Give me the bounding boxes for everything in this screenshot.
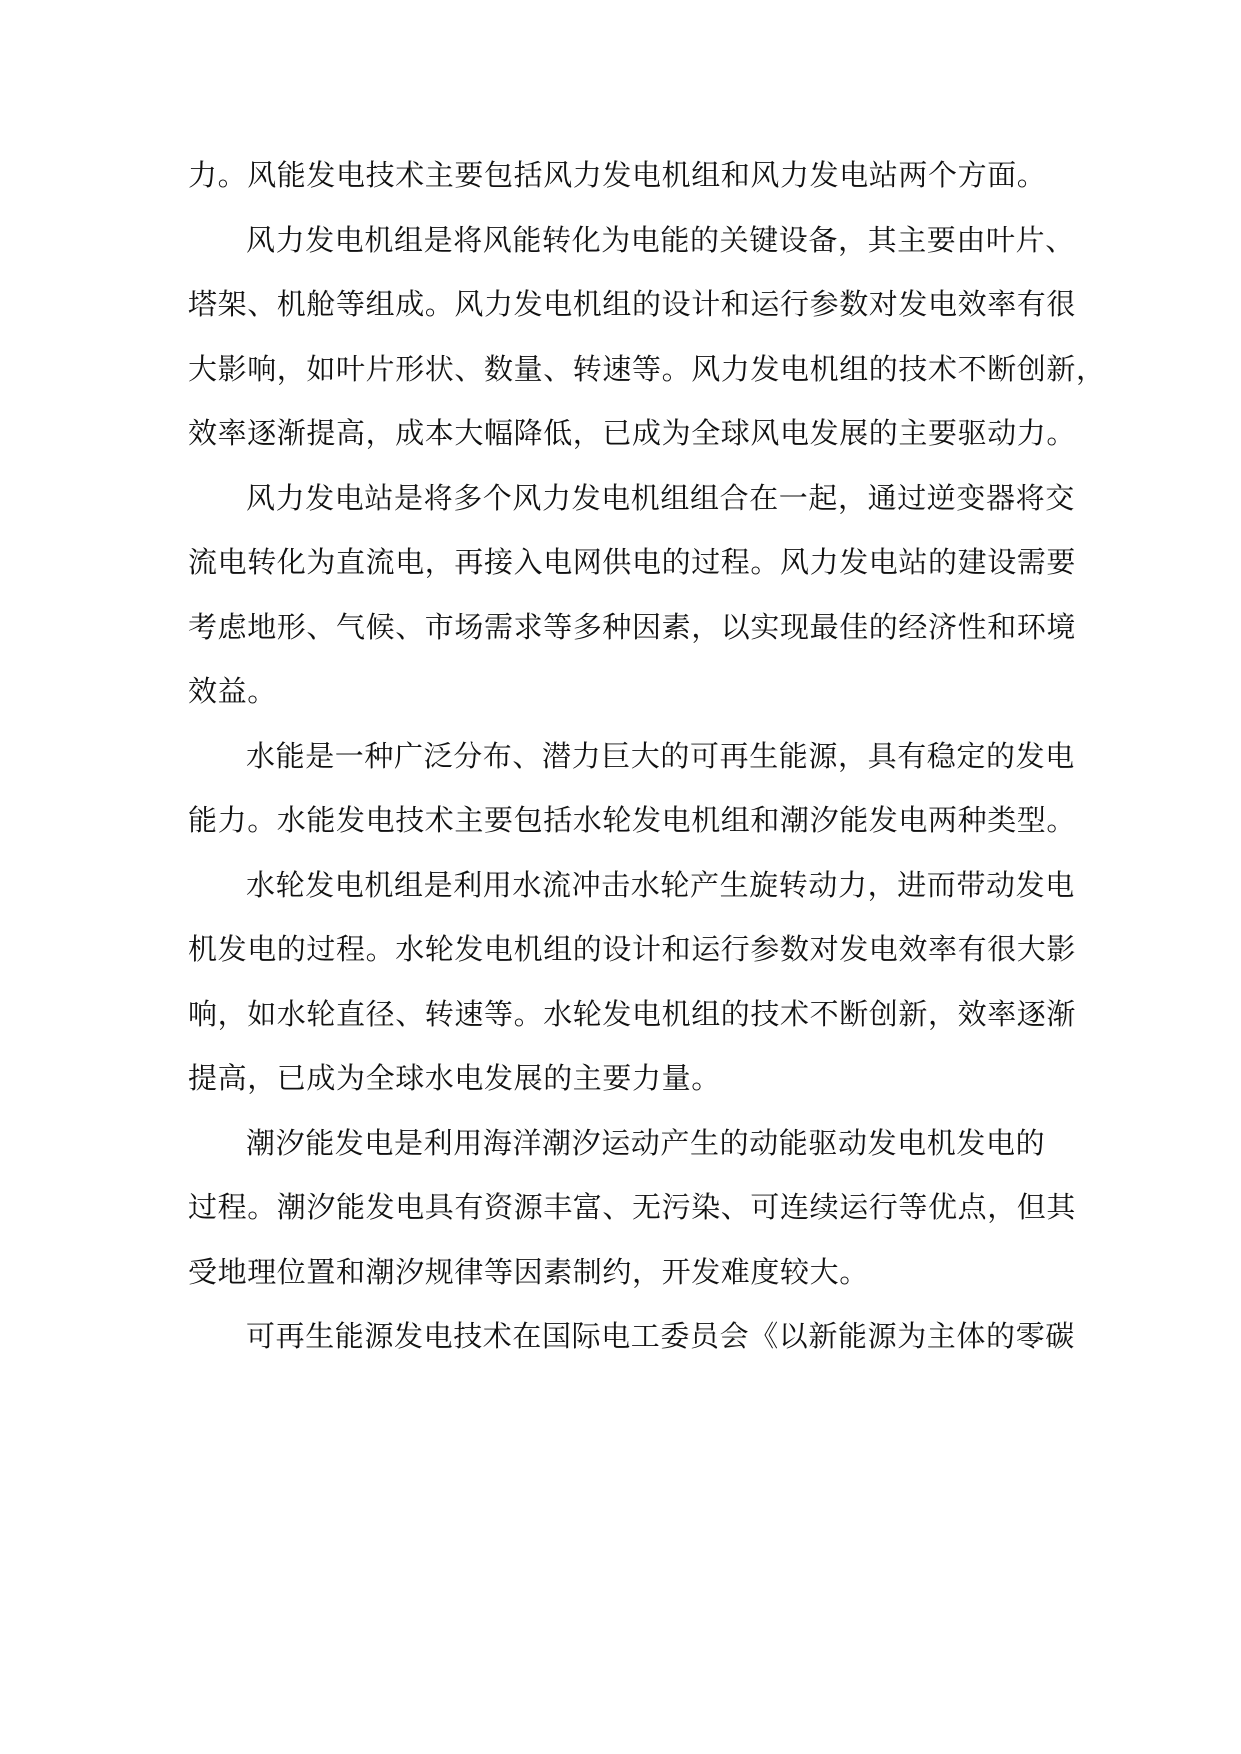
text-line: 提高，已成为全球水电发展的主要力量。 xyxy=(188,1061,721,1095)
text-line: 考虑地形、气候、市场需求等多种因素，以实现最佳的经济性和环境 xyxy=(188,609,1077,644)
document-body xyxy=(188,143,1106,1369)
text-line: 机发电的过程。水轮发电机组的设计和运行参数对发电效率有很大影 xyxy=(188,932,1077,966)
text-line: 力。风能发电技术主要包括风力发电机组和风力发电站两个方面。 xyxy=(188,158,1047,192)
text-line: 能力。水能发电技术主要包括水轮发电机组和潮汐能发电两种类型。 xyxy=(188,803,1077,837)
text-line: 效率逐渐提高，成本大幅降低，已成为全球风电发展的主要驱动力。 xyxy=(188,416,1077,450)
text-line: 塔架、机舱等组成。风力发电机组的设计和运行参数对发电效率有很 xyxy=(188,287,1077,321)
text-line: 可再生能源发电技术在国际电工委员会《以新能源为主体的零碳 xyxy=(246,1319,1075,1353)
text-line: 受地理位置和潮汐规律等因素制约，开发难度较大。 xyxy=(188,1254,869,1289)
text-line: 流电转化为直流电，再接入电网供电的过程。风力发电站的建设需要 xyxy=(188,545,1077,579)
text-line: 风力发电机组是将风能转化为电能的关键设备，其主要由叶片、 xyxy=(246,222,1075,257)
text-line: 风力发电站是将多个风力发电机组组合在一起，通过逆变器将交 xyxy=(246,480,1075,515)
text-line: 大影响，如叶片形状、数量、转速等。风力发电机组的技术不断创新， xyxy=(188,351,1106,386)
text-line: 潮汐能发电是利用海洋潮汐运动产生的动能驱动发电机发电的 xyxy=(246,1125,1046,1160)
text-line: 效益。 xyxy=(188,674,277,708)
text-line: 过程。潮汐能发电具有资源丰富、无污染、可连续运行等优点，但其 xyxy=(188,1190,1077,1224)
text-line: 水能是一种广泛分布、潜力巨大的可再生能源，具有稳定的发电 xyxy=(246,738,1075,773)
text-line: 水轮发电机组是利用水流冲击水轮产生旋转动力，进而带动发电 xyxy=(246,867,1075,902)
text-line: 响，如水轮直径、转速等。水轮发电机组的技术不断创新，效率逐渐 xyxy=(188,996,1077,1031)
